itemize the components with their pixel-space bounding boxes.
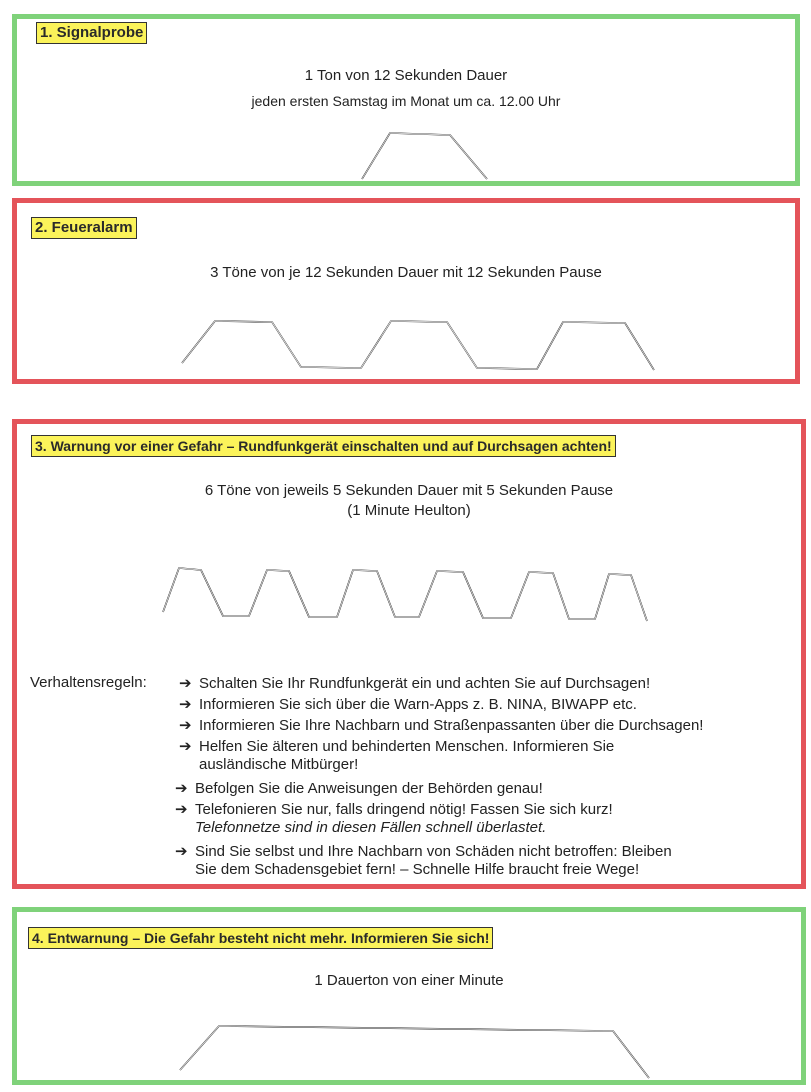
rule-item: ➔ Informieren Sie Ihre Nachbarn und Straßenpassanten über die Durchsagen!: [179, 717, 704, 734]
tone-description: 6 Töne von jeweils 5 Sekunden Dauer mit 5 Sekunden Pause: [204, 482, 614, 499]
section-title: 2. Feueralarm: [31, 217, 137, 239]
section-entwarnung: [12, 907, 806, 1085]
schedule-description: jeden ersten Samstag im Monat um ca. 12.00 Uhr: [251, 93, 561, 109]
section-signalprobe: [12, 14, 800, 186]
section-title: 1. Signalprobe: [36, 22, 147, 44]
rule-item: ➔ Schalten Sie Ihr Rundfunkgerät ein und achten Sie auf Durchsagen!: [179, 675, 651, 692]
tone-subdescription: (1 Minute Heulton): [347, 502, 471, 519]
tone-description: 3 Töne von je 12 Sekunden Dauer mit 12 Sekunden Pause: [210, 264, 602, 281]
rule-continuation: ausländische Mitbürger!: [199, 756, 359, 773]
rule-item: ➔ Helfen Sie älteren und behinderten Menschen. Informieren Sie ausländische Mitbürger!: [179, 738, 615, 773]
rules-label: Verhaltensregeln:: [30, 674, 147, 691]
rule-continuation: Sie dem Schadensgebiet fern! – Schnelle Hilfe braucht freie Wege!: [195, 861, 640, 878]
signal-waveform: [17, 19, 805, 191]
arrow-right-icon: ➔: [175, 801, 188, 818]
section-feueralarm: [12, 198, 800, 384]
arrow-right-icon: ➔: [179, 717, 192, 734]
arrow-right-icon: ➔: [175, 780, 188, 797]
tone-description: 1 Ton von 12 Sekunden Dauer: [304, 67, 508, 84]
signal-waveform: [17, 912, 811, 1090]
rule-item: ➔ Telefonieren Sie nur, falls dringend nötig! Fassen Sie sich kurz! Telefonnetze sind in diesen Fällen schnell überlastet.: [175, 801, 613, 836]
arrow-right-icon: ➔: [179, 738, 192, 755]
section-title: 3. Warnung vor einer Gefahr – Rundfunkgerät einschalten und auf Durchsagen achten!: [31, 435, 616, 457]
arrow-right-icon: ➔: [175, 843, 188, 860]
rule-item: ➔ Befolgen Sie die Anweisungen der Behörden genau!: [175, 780, 543, 797]
section-title: 4. Entwarnung – Die Gefahr besteht nicht mehr. Informieren Sie sich!: [28, 927, 493, 949]
rule-item: ➔ Sind Sie selbst und Ihre Nachbarn von Schäden nicht betroffen: Bleiben Sie dem Schadensgebiet fern! – Schnelle Hilfe braucht freie Wege!: [175, 843, 672, 878]
arrow-right-icon: ➔: [179, 696, 192, 713]
arrow-right-icon: ➔: [179, 675, 192, 692]
tone-description: 1 Dauerton von einer Minute: [314, 972, 504, 989]
rule-continuation: Telefonnetze sind in diesen Fällen schnell überlastet.: [195, 819, 547, 836]
section-warnung: [12, 419, 806, 889]
rule-item: ➔ Informieren Sie sich über die Warn-Apps z. B. NINA, BIWAPP etc.: [179, 696, 637, 713]
signal-waveform: [17, 203, 805, 389]
